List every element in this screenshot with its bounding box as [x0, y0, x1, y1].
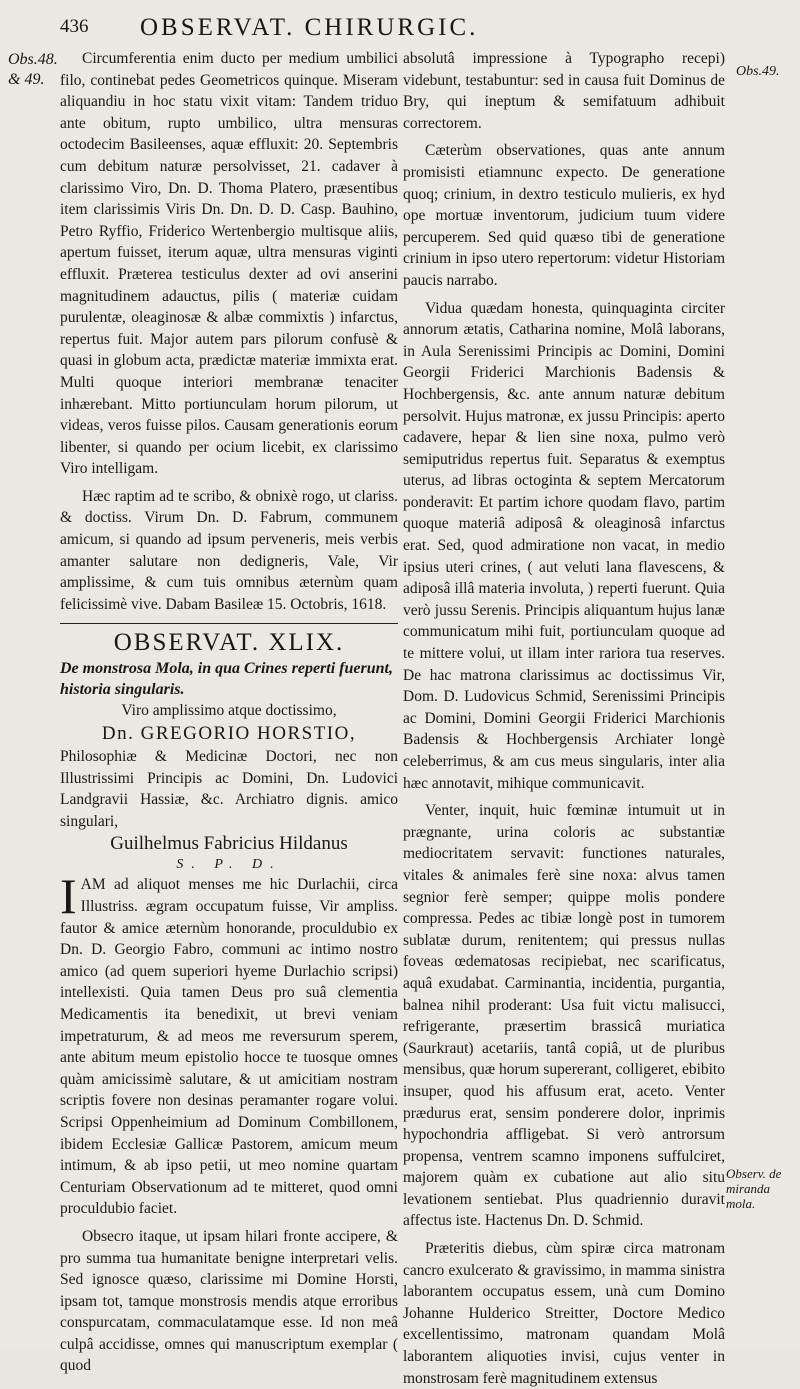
address-name: Dn. GREGORIO HORSTIO, — [101, 723, 357, 745]
letter-paragraph: Obsecro itaque, ut ipsam hilari fronte accipere, & pro summa tua humanitate benigne interpretari velis. Sed ignosce quæso, clarissime mi Domine Horsti, ipsam tot, tamque monstrosis mendis atque erroribus conspurcatam, commaculatamque esse. Id non meâ culpâ accidisse, omnes qui manuscriptum exemplar ( quod — [60, 1227, 398, 1375]
margin-note-right-mid: Observ. de miranda mola. — [726, 1166, 782, 1211]
section-rule — [60, 623, 398, 624]
page-number: 436 — [60, 16, 89, 37]
paragraph: Præteritis diebus, cùm spiræ circa matronam cancro exulcerato & gravissimo, in mamma sinistra laborantem occupatus essem, unà cum Domino Johanne Hulderico Streitter, Doctore Medico excellentissimo, matronam quandam Molâ laborantem aliquoties invisi, cujus venter in monstrosam ferè magnitudinem extensus — [403, 1240, 725, 1387]
paragraph: absolutâ impressione à Typographo recepi) videbunt, testabuntur: sed in causa fuit Dominus de Bry, qui ineptum & semifatuum adhibuit correctorem. — [403, 50, 725, 132]
running-title: OBSERVAT. CHIRURGIC. — [140, 14, 479, 41]
page-header — [60, 12, 760, 52]
observation-heading: OBSERVAT. XLIX. — [113, 629, 345, 657]
paragraph: Vidua quædam honesta, quinquaginta circiter annorum ætatis, Catharina nomine, Molâ laborans, in Aula Serenissimi Principis ac Domini, Domini Georgii Friderici Marchionis Badensis & Hochbergensis, &c. ante annum naturæ debitum persolvit. Hujus matronæ, ex jussu Principis: aperto cadavere, hepar & lien sine noxa, pulmo verò semiputridus repertus fuit. Separatus & exemptus uterus, ad libras octoginta & septem Mercatorum ponderavit: Et partim ichore quodam flavo, partim quoque materiâ adiposâ & oleaginosâ infarctus erat. Sed, quod admiratione non vacat, in medio ipsius uteri crines, ( aut veluti lana flavescens, & adiposâ illâ materia involuta, ) reperti fuerunt. Quia verò jussu Serenis. Principis aliquantum hujus lanæ communicatum mihi fuit, portiunculam quoque ad te mittere volui, ut illam inter rariora tua reserves. De hac matrona clarissimus ac doctissimus Vir, Dom. D. Ludovicus Schmid, Serenissimi Principis ac Domini, Domini Georgii Friderici Marchionis Badensis & Hochbergensis Archiater longè celeberrimus, & am cus meus singularis, inter alia hæc annotavit, mihique communicavit. — [403, 299, 725, 792]
author-name: Guilhelmus Fabricius Hildanus — [110, 833, 348, 855]
salutation: S. P. D. — [176, 857, 282, 873]
paragraph: Circumferentia enim ducto per medium umbilici filo, continebat pedes Geometricos quinque. Miseram aliquandiu in hoc statu vixit vitam: Tandem triduo ante obitum, rupto umbilico, ultra mensuras octodecim Basileenses, aquæ effluxit: 20. Septembris cum debitum naturæ persolvisset, 21. cadaver à clarissimo Viro, Dn. D. Thoma Platero, præsentibus item clarissimis Viris Dn. Dn. D. D. Casp. Bauhino, Petro Ryffio, Friderico Wertenbergio multisque aliis, apertum fuisset, iterum aquæ, ultra mensuras viginti effluxit. Præterea testiculus dexter ad ovi anserini magnitudinem adauctus, pilis ( materiæ cuidam purulentæ, oleaginosæ & albæ commixtis ) infarctus, repertus fuit. Major autem pars pilorum confusè & quasi in globum acta, prædictæ materiæ immixta erat. Multi quoque interiori membranæ tenaciter inhærebant. Mitto portiunculam horum pilorum, ut videas, veros fuisse pilos. Causam generationis eorum libenter, si quando per ocium licebit, ex clarissimo Viro intelligam. — [60, 50, 398, 478]
right-column — [403, 48, 725, 1389]
observation-subtitle: De monstrosa Mola, in qua Crines reperti fuerunt, historia singularis. — [60, 660, 393, 699]
drop-cap: I — [60, 868, 77, 925]
letter-text: AM ad aliquot menses me hic Durlachii, circa Illustriss. ægram occupatum fuisse, Vir ampliss. fautor & amice æternùm honorande, proculdubio ex Dn. D. Georgio Fabro, communi ac intimo nostro amico (ad quem superiori hyeme Durlachio scripsi) intellexisti. Quia tamen Deus pro suâ clementia Medicamentis ita benedixit, ut brevi veniam impetraturum, & ad meos me reversurum sperem, ante abitum meum epistolio hocce te tuosque omnes quàm amicissimè salutare, & ut amicitiam nostram scriptis fovere non desinas peramanter rogare volui. Scripsi Oppenheimium ad Dominum Combillonem, ibidem Ecclesiæ Gallicæ Pastorem, amicum meum intimum, & ab ipso petii, ut meo nomine quartam Centuriam Observationum ad te mitteret, quod omni proculdubio faciet. — [60, 876, 398, 1218]
margin-note-right-top: Obs.49. — [736, 64, 780, 79]
paragraph: Venter, inquit, huic fœminæ intumuit ut in prægnante, urina coloris ac substantiæ mediocritatem servavit: functiones naturales, vitales & animales ferè sine noxa: alvus tamen segnior ferè semper; quippe molis pondere compressa. Pedes ac tibiæ longè post in tumorem sublatæ durum, renitentem; qui pressus nullas foveas œdematosas recipiebat, nec scarificatus, aquâ exudabat. Carminantia, incidentia, purgantia, balnea nihil proderant: Usa fuit victu malisucci, refrigerante, præsertim brassicâ muriatica (Saurkraut) acetariis, tantâ copiâ, ut de pluribus mensibus, quæ horum supererant, colligeret, ebibito insuper, quod his affusum erat, aceto. Venter prædurus erat, sensim ponderere dolor, inprimis hypochondria affligebat. Si verò antrorsum propensa, ventrem scamno imponens suffulciret, majorem quàm ex cubatione aut alio situ levationem sentiebat. Plus quadriennio duravit affectus iste. Hactenus Dn. D. Schmid. — [403, 802, 725, 1230]
left-column — [60, 48, 398, 1377]
paragraph: Hæc raptim ad te scribo, & obnixè rogo, ut clariss. & doctiss. Virum Dn. D. Fabrum, communem amicum, si quando ad ipsum perveneris, meis verbis amanter salutare non dedigneris, Vale, Vir amplissime, & cum tuis omnibus æternùm quam felicissimè vive. Dabam Basileæ 15. Octobris, 1618. — [60, 487, 398, 613]
address-detail: Philosophiæ & Medicinæ Doctori, nec non Illustrissimi Principis ac Domini, Dn. Ludovici Landgravii Hassiæ, &c. Archiatro dignis. amico singulari, — [60, 748, 398, 830]
paragraph: Cæterùm observationes, quas ante annum promisisti etiamnunc expecto. De generatione quoq; crinium, in dextro testiculo mulieris, ex hyd ope mortuæ inventorum, judicium tuum videre percuperem. Sed quid quæso tibi de generatione crinium in ipso utero repertorum: videtur Historiam paucis narrabo. — [403, 142, 725, 289]
address-line: Viro amplissimo atque doctissimo, — [121, 702, 337, 720]
letter-paragraph — [60, 868, 398, 1220]
margin-note-left: Obs.48. & 49. — [8, 51, 58, 88]
